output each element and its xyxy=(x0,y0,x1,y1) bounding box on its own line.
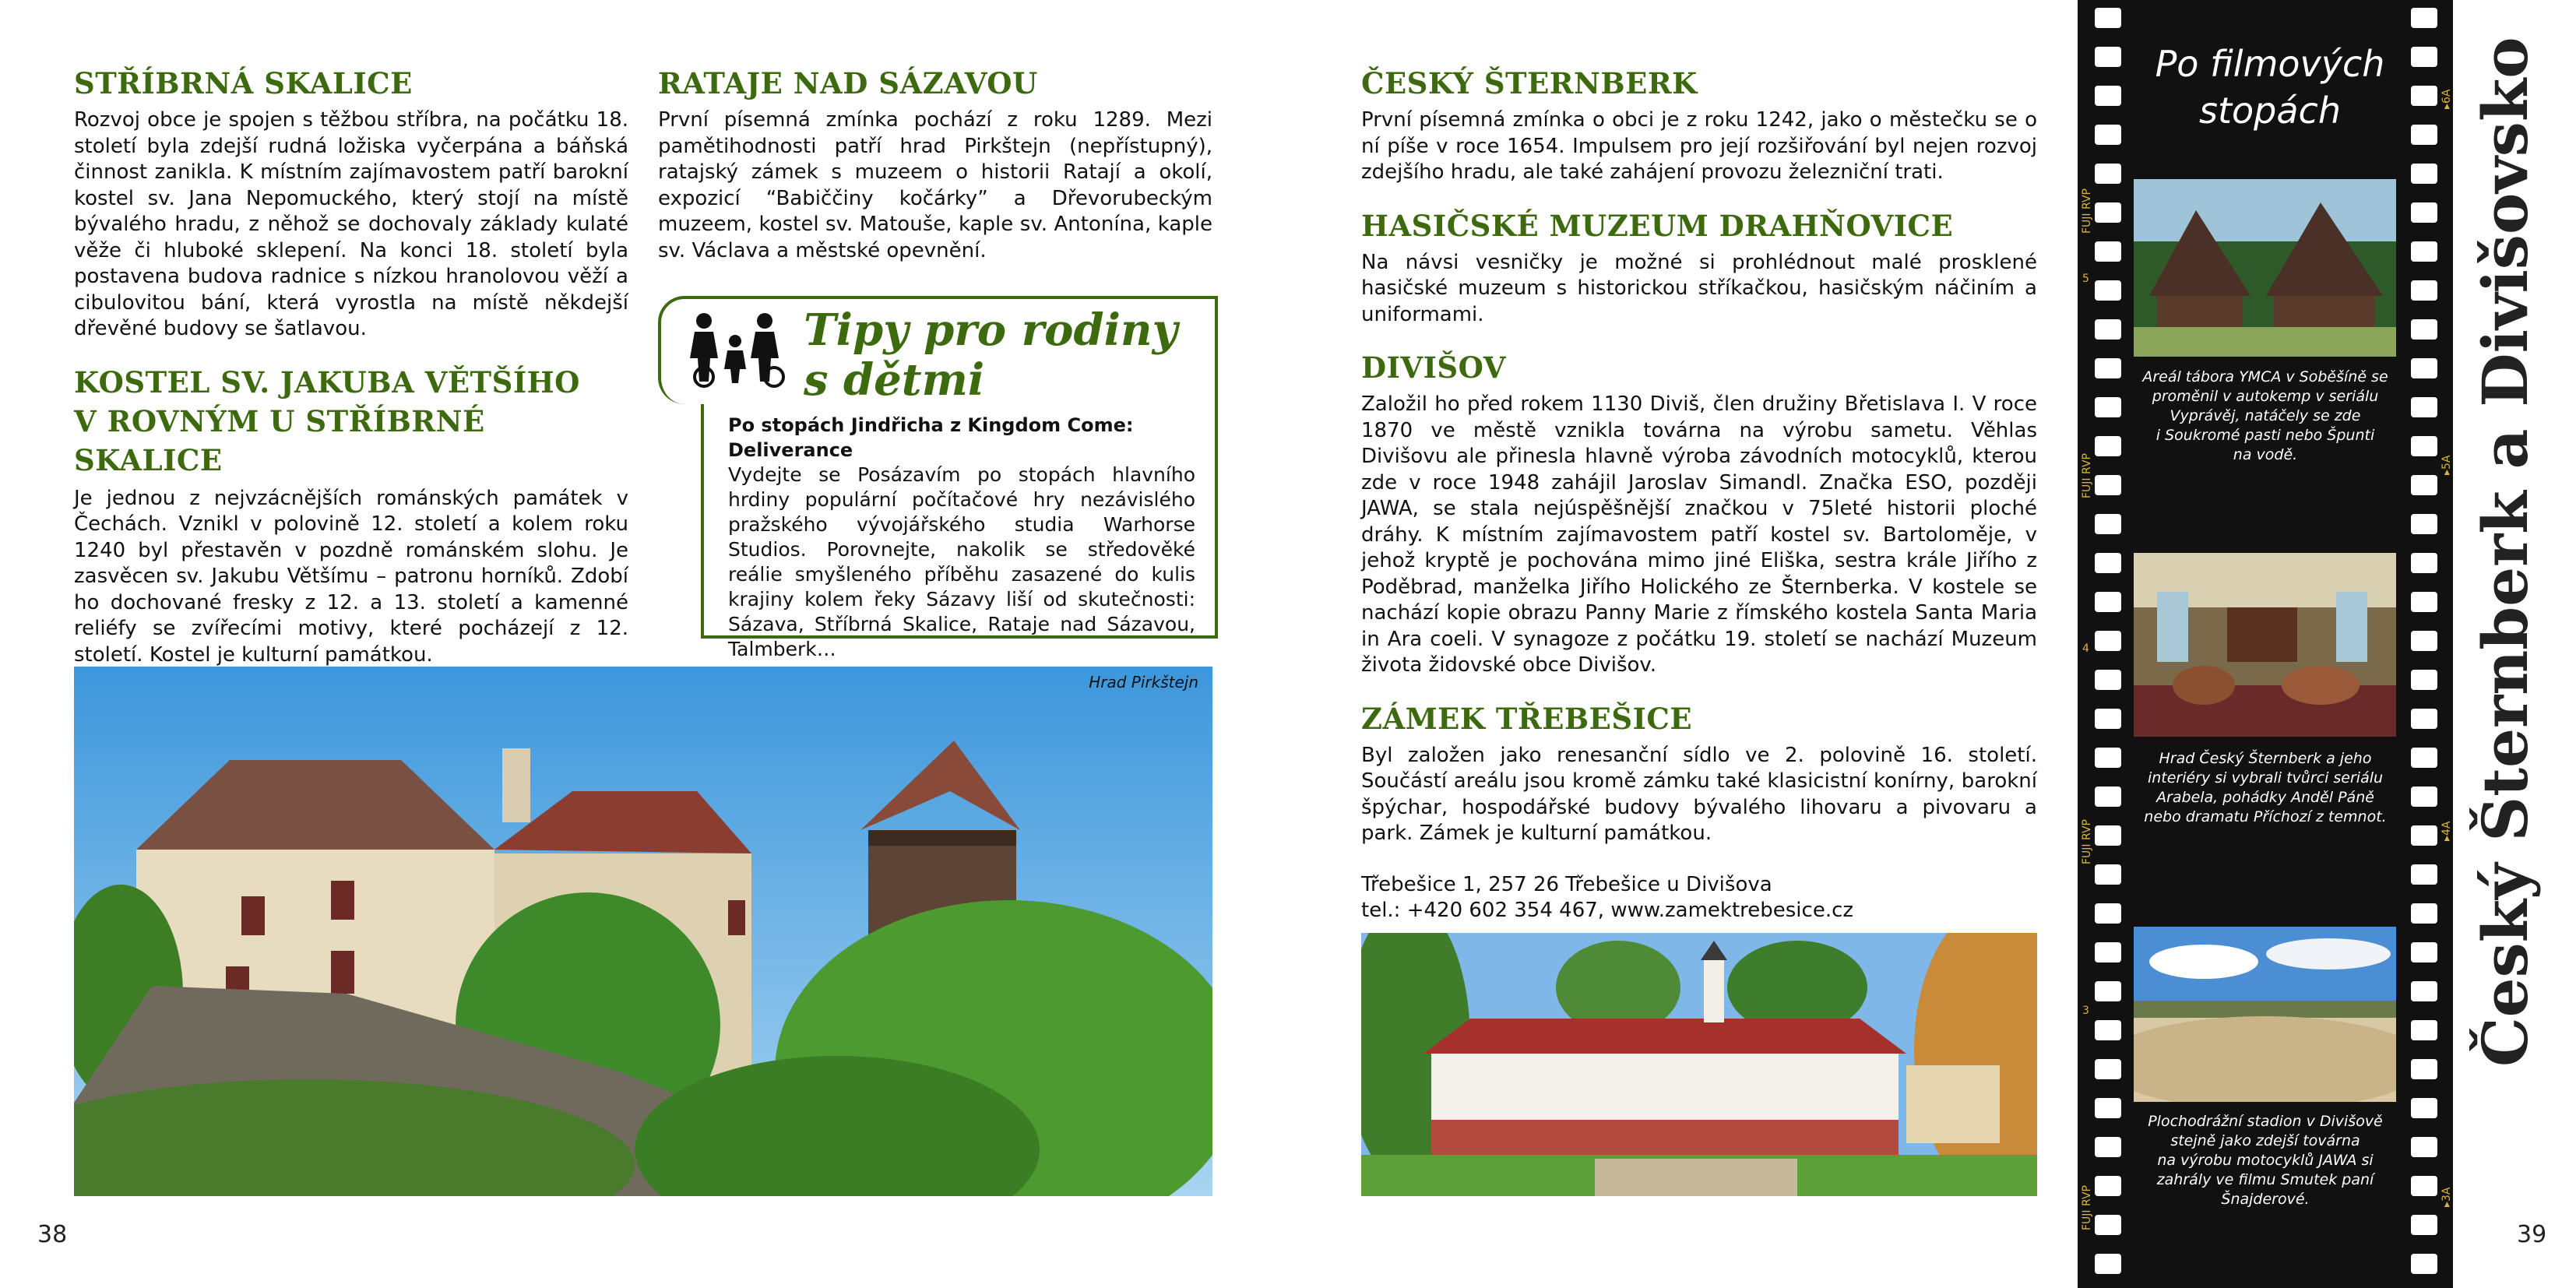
film-perforation-hole xyxy=(2411,164,2437,184)
film-perforation-hole xyxy=(2095,358,2121,378)
film-perforation-hole xyxy=(2095,1215,2121,1235)
film-perforation-hole xyxy=(2411,125,2437,145)
film-perforation-hole xyxy=(2095,1059,2121,1079)
photo-zamek-trebesice xyxy=(1361,933,2037,1196)
heading-divisov: DIVIŠOV xyxy=(1361,350,1506,385)
film-perforation-hole xyxy=(2095,241,2121,262)
film-perforation-hole xyxy=(2095,1254,2121,1274)
heading-cesky-sternberk: ČESKÝ ŠTERNBERK xyxy=(1361,66,1698,100)
film-perforation-hole xyxy=(2095,1020,2121,1040)
film-perforation-hole xyxy=(2095,1176,2121,1196)
film-perforation-hole xyxy=(2411,475,2437,495)
filmstrip-title xyxy=(2138,40,2402,134)
film-edge-markings-right: ▸6A ▸5A ▸4A ▸3A xyxy=(2441,89,2453,1207)
film-perforation-hole xyxy=(2095,670,2121,690)
film-caption-castle: Hrad Český Šternberk a jeho interiéry si vybrali tvůrci seriálu Arabela, pohádky Anděl Páně nebo dramatu Příchozí z temnot. xyxy=(2144,750,2387,825)
film-perforation-hole xyxy=(2095,280,2121,301)
film-perforation-hole xyxy=(2095,202,2121,223)
film-perforation-hole xyxy=(2411,864,2437,885)
film-perforation-hole xyxy=(2095,709,2121,729)
heading-zamek-trebesice: ZÁMEK TŘEBEŠICE xyxy=(1361,701,1693,736)
left-column-1 xyxy=(74,64,628,668)
film-perforation-hole xyxy=(2411,825,2437,846)
film-perforation-hole xyxy=(2411,787,2437,807)
film-caption-camp: Areál tábora YMCA v Soběšíně se proměnil v autokemp v seriálu Vyprávěj, natáčely se zde i Soukromé pasti nebo Špunti na vodě. xyxy=(2142,368,2388,463)
photo-caption-pirkstejn: Hrad Pirkštejn xyxy=(1089,673,1198,692)
filmstrip-title-line2: stopách xyxy=(2199,90,2341,132)
film-perforation-hole xyxy=(2095,942,2121,962)
film-perforation-hole xyxy=(2095,748,2121,768)
film-caption-stadium: Plochodrážní stadion v Divišově stejně jako zdejší továrna na výrobu motocyklů JAWA si zahrály ve filmu Smutek paní Šnajderové. xyxy=(2148,1113,2383,1208)
film-edge-markings-left: FUJI RVP 5 FUJI RVP 4 FUJI RVP 3 FUJI RVP xyxy=(2081,188,2093,1230)
heading-rataje: RATAJE NAD SÁZAVOU xyxy=(658,66,1038,100)
film-perforation-hole xyxy=(2411,709,2437,729)
film-photo-stadium xyxy=(2134,927,2396,1102)
film-perforation-hole xyxy=(2411,670,2437,690)
film-perforation-hole xyxy=(2095,436,2121,456)
film-perforation-hole xyxy=(2095,8,2121,28)
film-perforation-hole xyxy=(2411,631,2437,651)
film-perforation-hole xyxy=(2411,397,2437,417)
text-cesky-sternberk: První písemná zmínka o obci je z roku 1242, jako o městečku se o ní píše v roce 1654. Impulsem pro její rozšiřování byl nejen rozvoj zdejšího hradu, ale také zahájení provozu železniční trati. xyxy=(1361,108,2037,184)
film-photo-castle-interior xyxy=(2134,553,2396,737)
film-perforation-hole xyxy=(2411,358,2437,378)
tip-subtitle: Po stopách Jindřicha z Kingdom Come: Deliverance xyxy=(728,414,1134,461)
film-perforation-hole xyxy=(2411,241,2437,262)
film-perforation-hole xyxy=(2411,1254,2437,1274)
family-bicycle-icon xyxy=(677,310,802,388)
tip-body: Vydejte se Posázavím po stopách hlavního hrdiny populární počítačové hry nezávislého pražského vývojářského studia Warhorse Studios. Porovnejte, nakolik se středověké reálie smyšleného příběhu zasazené do kulis krajiny kolem řeky Sázavy liší od skutečnosti: Sázava, Stříbrná Skalice, Rataje nad Sázavou, Talmberk… xyxy=(728,463,1195,660)
text-zamek-trebesice: Byl založen jako renesanční sídlo ve 2. polovině 16. století. Součástí areálu jsou kromě zámku také klasicistní konírny, barokní špýchar, hospodářské budovy bývalého lihovaru a pivovaru a park. Zámek je kulturní památkou. xyxy=(1361,743,2037,845)
film-perforation-hole xyxy=(2411,903,2437,924)
photo-hrad-pirkstejn xyxy=(74,667,1212,1196)
film-perforation-hole xyxy=(2411,553,2437,573)
contact-line: tel.: +420 602 354 467, www.zamektrebesice.cz xyxy=(1361,899,1854,922)
photo-hrad-pirkstejn-image xyxy=(74,667,1212,1196)
address-trebesice xyxy=(1361,872,2037,924)
film-perforation-hole xyxy=(2095,787,2121,807)
film-photo-camp xyxy=(2134,179,2396,357)
text-kostel-sv-jakuba: Je jednou z nejvzácnějších románských památek v Čechách. Vznikl v polovině 12. století a kolem roku 1240 byl přestavěn v pozdně románském slohu. Je zasvěcen sv. Jakubu Většímu – patronu horníků. Zdobí ho dochované fresky z 12. a 13. století a kamenné reliéfy se zvířecími motivy, které pocházejí z 12. století. Kostel je kulturní památkou. xyxy=(74,486,628,667)
film-perforation-hole xyxy=(2095,631,2121,651)
film-perforation-hole xyxy=(2095,164,2121,184)
heading-hasicske-muzeum: HASIČSKÉ MUZEUM DRAHŇOVICE xyxy=(1361,208,1954,243)
film-perforation-hole xyxy=(2095,1098,2121,1118)
text-stribrna-skalice: Rozvoj obce je spojen s těžbou stříbra, na počátku 18. století byla zdejší rudná ložiska vyčerpána a báňská činnost zanikla. K místním zajímavostem patří barokní kostel sv. Jana Nepomuckého, který stojí na místě bývalého hradu, z něhož se dochovaly základy kulaté věže či hluboké sklepení. Na konci 18. století byla postavena budova radnice s nízkou hranolovou věží a cibulovitou bání, která vyrostla na místě někdejší dřevěné budovy se šatlavou. xyxy=(74,108,628,340)
film-perforation-hole xyxy=(2411,436,2437,456)
film-perforation-hole xyxy=(2095,319,2121,340)
page-number-right: 39 xyxy=(2517,1221,2547,1248)
side-title-vertical: Český Šternberk a Divišovsko xyxy=(2469,37,2542,1067)
film-perforation-hole xyxy=(2411,86,2437,106)
tip-title xyxy=(804,305,1193,405)
film-perforation-hole xyxy=(2095,397,2121,417)
film-perforation-hole xyxy=(2411,280,2437,301)
film-perforation-hole xyxy=(2411,1215,2437,1235)
filmstrip-perforation-left xyxy=(2095,0,2121,1288)
film-perforation-hole xyxy=(2095,86,2121,106)
tip-content xyxy=(728,413,1195,662)
photo-zamek-trebesice-image xyxy=(1361,933,2037,1196)
address-line: Třebešice 1, 257 26 Třebešice u Divišova xyxy=(1361,872,1772,896)
film-perforation-hole xyxy=(2411,592,2437,612)
film-perforation-hole xyxy=(2095,553,2121,573)
film-perforation-hole xyxy=(2095,514,2121,534)
film-perforation-hole xyxy=(2411,748,2437,768)
film-perforation-hole xyxy=(2411,942,2437,962)
filmstrip-perforation-right xyxy=(2411,0,2437,1288)
heading-kostel-sv-jakuba xyxy=(74,363,628,480)
film-perforation-hole xyxy=(2411,202,2437,223)
film-perforation-hole xyxy=(2095,903,2121,924)
film-perforation-hole xyxy=(2095,47,2121,67)
film-perforation-hole xyxy=(2095,1137,2121,1157)
film-perforation-hole xyxy=(2411,514,2437,534)
film-perforation-hole xyxy=(2095,825,2121,846)
page-number-left: 38 xyxy=(37,1221,68,1248)
film-perforation-hole xyxy=(2411,1020,2437,1040)
film-perforation-hole xyxy=(2095,981,2121,1001)
film-perforation-hole xyxy=(2411,319,2437,340)
heading-stribrna-skalice: STŘÍBRNÁ SKALICE xyxy=(74,66,413,100)
heading-kostel-line2: V ROVNÝM U STŘÍBRNÉ SKALICE xyxy=(74,403,485,477)
tip-title-line1: Tipy pro rodiny xyxy=(804,304,1178,356)
filmstrip-title-line1: Po filmových xyxy=(2155,43,2385,85)
left-column-2 xyxy=(658,64,1212,264)
text-divisov: Založil ho před rokem 1130 Diviš, člen družiny Břetislava I. V roce 1870 ve městě vznikla továrna na výrobu sametu. Věhlas Divišovu ale přinesla hlavně výroba závodních motocyklů, kterou zde v roce 1948 zahájil Jaroslav Simandl. Značka ESO, později JAWA, se stala nejúspěšnější značkou v 75leté historii ploché dráhy. K místním zajímavostem patří kostel sv. Bartoloměje, v jehož kryptě je pochována mimo jiné Eliška, sestra krále Jiřího z Poděbrad, manželka Jiřího Holického ze Šternberka. V kostele se nachází kopie obrazu Panny Marie z římského kostela Santa Maria in Ara coeli. V synagoze z počátku 19. století se nachází Muzeum života židovské obce Divišov. xyxy=(1361,392,2037,677)
right-column xyxy=(1361,64,2037,924)
film-perforation-hole xyxy=(2411,47,2437,67)
film-perforation-hole xyxy=(2411,981,2437,1001)
film-perforation-hole xyxy=(2095,125,2121,145)
film-perforation-hole xyxy=(2411,1059,2437,1079)
text-hasicske-muzeum: Na návsi vesničky je možné si prohlédnout malé prosklené hasičské muzeum s historickou stříkačkou, hasičským náčiním a uniformami. xyxy=(1361,250,2037,326)
film-perforation-hole xyxy=(2095,592,2121,612)
film-perforation-hole xyxy=(2095,475,2121,495)
film-perforation-hole xyxy=(2411,1176,2437,1196)
film-perforation-hole xyxy=(2411,1137,2437,1157)
film-perforation-hole xyxy=(2095,864,2121,885)
tip-title-line2: s dětmi xyxy=(804,354,985,406)
heading-kostel-line1: KOSTEL SV. JAKUBA VĚTŠÍHO xyxy=(74,364,580,399)
film-perforation-hole xyxy=(2411,8,2437,28)
text-rataje: První písemná zmínka pochází z roku 1289. Mezi pamětihodnosti patří hrad Pirkštejn (nepřístupný), ratajský zámek s muzeem o historii Ratají a okolí, expozicí “Babiččiny kočárky” a Dřevorubeckým muzeem, kostel sv. Matouše, kaple sv. Antonína, kaple sv. Václava a městské opevnění. xyxy=(658,108,1212,262)
film-perforation-hole xyxy=(2411,1098,2437,1118)
